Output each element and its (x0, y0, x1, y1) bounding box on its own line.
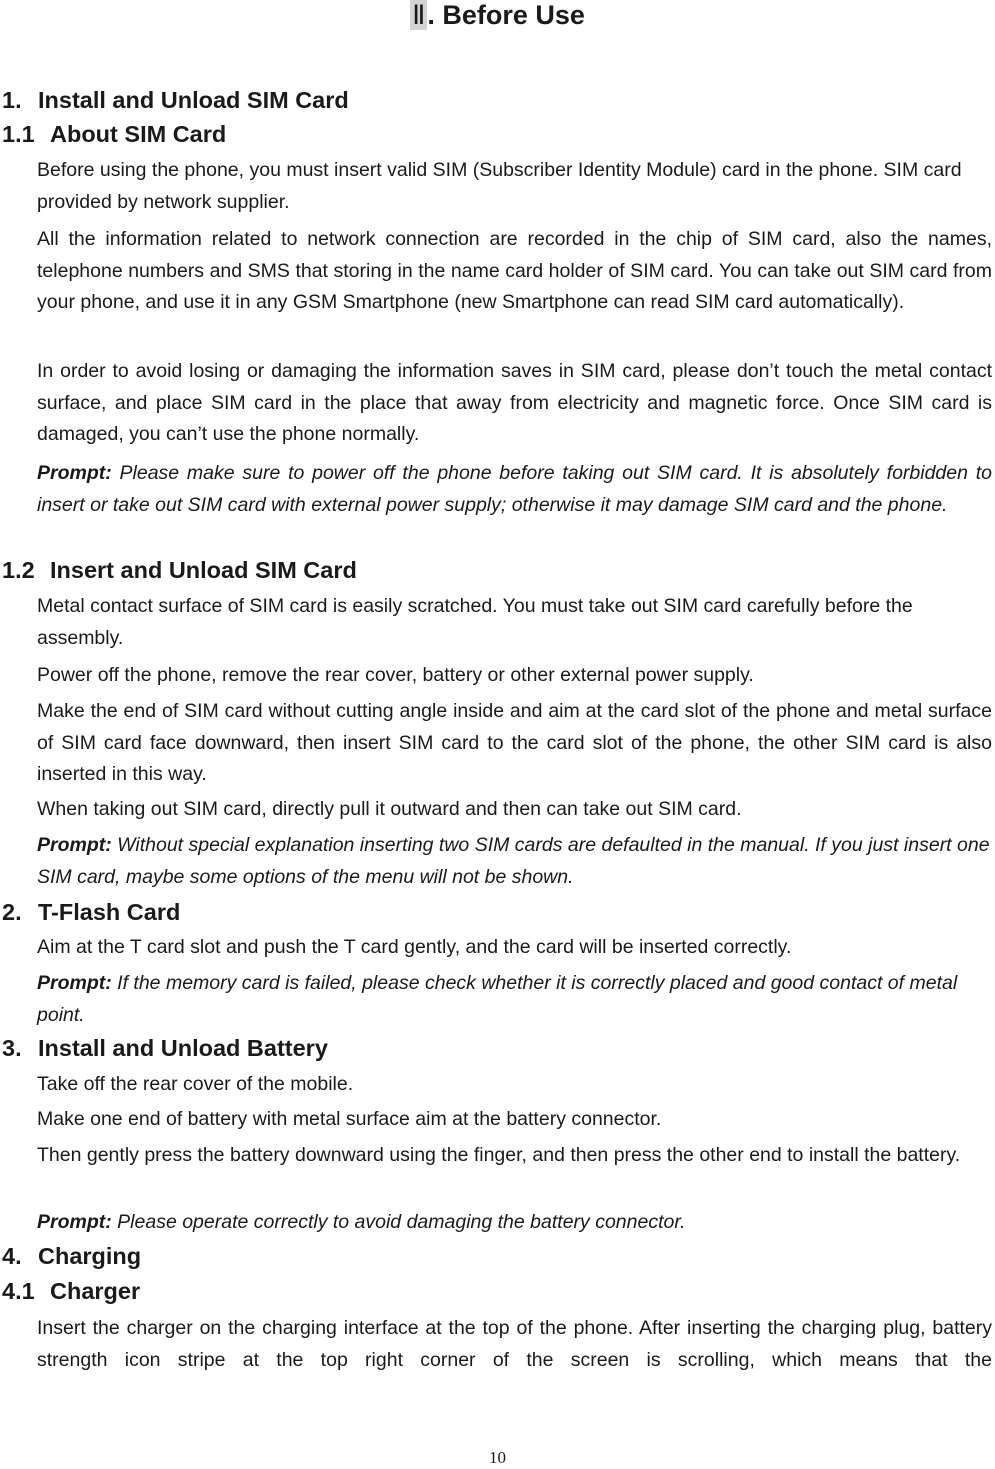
paragraph: Power off the phone, remove the rear cover, battery or other external power supply. (37, 664, 754, 686)
page-title (0, 0, 995, 30)
section-title: T-Flash Card (38, 899, 181, 925)
page-number: 10 (489, 1448, 506, 1467)
roman-numeral: Ⅱ (412, 0, 426, 30)
section-4-1-heading (2, 1277, 140, 1305)
section-number: 4.1 (2, 1278, 35, 1304)
prompt-text: Please operate correctly to avoid damaging the battery connector. (111, 1211, 686, 1233)
section-2-heading (2, 898, 180, 926)
prompt-text: Without special explanation inserting two SIM cards are defaulted in the manual. If you just insert one SIM card, maybe some options of the menu will not be shown. (37, 834, 990, 888)
page-title-text: . Before Use (427, 0, 585, 30)
paragraph: When taking out SIM card, directly pull it outward and then can take out SIM card. (37, 798, 742, 820)
section-number: 1.1 (2, 121, 35, 147)
paragraph: Insert the charger on the charging interface at the top of the phone. After inserting the charging plug, battery strength icon stripe at the top right corner of the screen is scrolling, which means that the (37, 1317, 992, 1371)
section-title: Install and Unload SIM Card (38, 87, 349, 113)
section-title: About SIM Card (50, 121, 227, 147)
paragraph: Make the end of SIM card without cutting angle inside and aim at the card slot of the phone and metal surface of SIM card face downward, then insert SIM card to the card slot of the phone, the other SIM card is also inserted in this way. (37, 700, 992, 786)
section-3-heading (2, 1034, 328, 1062)
section-4-heading (2, 1242, 141, 1270)
section-1-1-heading (2, 120, 226, 148)
prompt-label: Prompt: (37, 972, 112, 994)
section-number: 2. (2, 899, 22, 925)
paragraph: All the information related to network connection are recorded in the chip of SIM card, also the names, telephone numbers and SMS that storing in the name card holder of SIM card. You can take out SIM card from your phone, and use it in any GSM Smartphone (new Smartphone can read SIM card automatically). (37, 228, 992, 314)
paragraph: Before using the phone, you must insert valid SIM (Subscriber Identity Module) card in the phone. SIM card provided by network supplier. (37, 159, 962, 213)
paragraph: Then gently press the battery downward using the finger, and then press the other end to install the battery. (37, 1144, 961, 1166)
prompt-note (37, 1207, 992, 1239)
section-title: Install and Unload Battery (38, 1035, 328, 1061)
section-1-heading (2, 86, 349, 114)
section-1-2-heading (2, 556, 357, 584)
prompt-note (37, 968, 992, 1031)
section-number: 1. (2, 87, 22, 113)
section-number: 1.2 (2, 557, 35, 583)
section-title: Charger (50, 1278, 141, 1304)
section-title: Charging (38, 1243, 142, 1269)
prompt-label: Prompt: (37, 834, 112, 856)
prompt-label: Prompt: (37, 462, 112, 484)
paragraph: Aim at the T card slot and push the T card gently, and the card will be inserted correctly. (37, 936, 792, 958)
prompt-label: Prompt: (37, 1211, 112, 1233)
paragraph: Make one end of battery with metal surface aim at the battery connector. (37, 1108, 662, 1130)
paragraph: Take off the rear cover of the mobile. (37, 1073, 354, 1095)
prompt-text: Please make sure to power off the phone before taking out SIM card. It is absolutely forbidden to insert or take out SIM card with external power supply; otherwise it may damage SIM card and the phone. (37, 462, 992, 516)
prompt-text: If the memory card is failed, please check whether it is correctly placed and good contact of metal point. (37, 972, 958, 1026)
paragraph: Metal contact surface of SIM card is easily scratched. You must take out SIM card carefully before the assembly. (37, 595, 913, 649)
prompt-note (37, 458, 992, 521)
section-title: Insert and Unload SIM Card (50, 557, 357, 583)
section-number: 4. (2, 1243, 22, 1269)
section-number: 3. (2, 1035, 22, 1061)
prompt-note (37, 830, 992, 893)
paragraph: In order to avoid losing or damaging the information saves in SIM card, please don’t touch the metal contact surface, and place SIM card in the place that away from electricity and magnetic force. Once SIM card is damaged, you can’t use the phone normally. (37, 360, 992, 446)
